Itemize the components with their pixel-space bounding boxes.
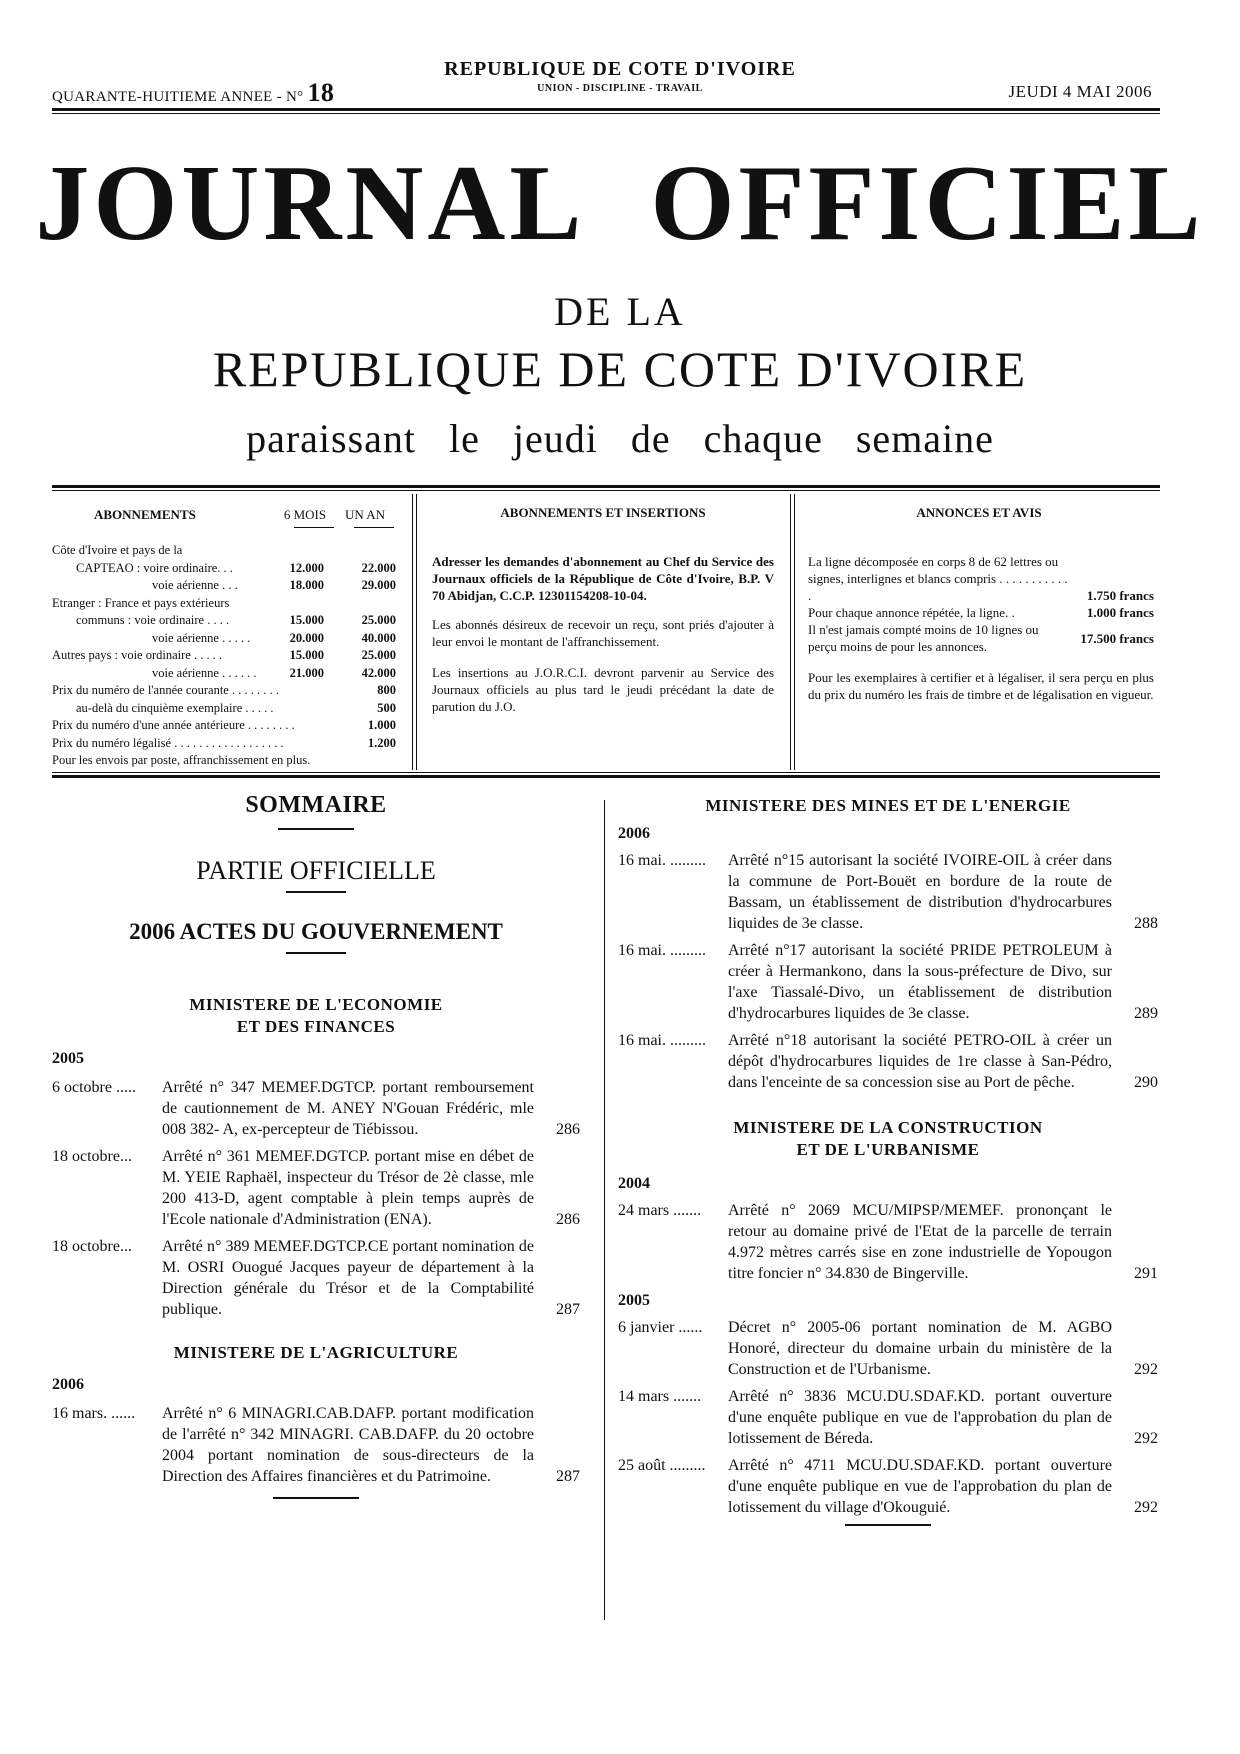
rate-label: Autres pays : voie ordinaire . . . . . (52, 648, 223, 662)
rate-un-an: 500 (377, 700, 396, 715)
ministry-construction-line2: ET DE L'URBANISME (796, 1140, 980, 1159)
rate-row (52, 665, 396, 683)
entry-text: Arrêté n°18 autorisant la société PETRO-OIL à créer un dépôt d'hydrocarbures liquides de 1re classe à San-Pédro, dans l'enceinte de sa concession sise au Port de pêche. (728, 1032, 1112, 1091)
header-rule-thin (52, 113, 1160, 114)
box-top-rule (52, 485, 1160, 488)
rate-un-an: 42.000 (361, 665, 396, 680)
rates-table (52, 528, 404, 770)
announce-rate-2 (808, 604, 1154, 621)
rate-6-mois: 20.000 (289, 630, 324, 645)
rate-row (52, 577, 396, 595)
country-name: REPUBLIQUE DE COTE D'IVOIRE (444, 58, 796, 80)
summary-entry (52, 1403, 580, 1487)
ministry-agriculture: MINISTERE DE L'AGRICULTURE (173, 1343, 459, 1362)
rate-6-mois (274, 700, 330, 718)
entry-page: 292 (1134, 1499, 1158, 1516)
rate-un-an: 29.000 (361, 578, 396, 592)
subscriptions-box (52, 494, 404, 770)
rate-un-an: 1.200 (367, 735, 396, 750)
separator (278, 828, 354, 830)
entry-date: 6 janvier ...... (618, 1319, 703, 1336)
announcements-heading: ANNONCES ET AVIS (916, 505, 1042, 520)
rate-6-mois: 12.000 (289, 560, 324, 575)
rate-label: Prix du numéro d'une année antérieure . . . . . . . . (52, 718, 295, 732)
entry-page: 286 (556, 1121, 580, 1138)
box-top-rule-thin (52, 490, 1160, 491)
ministry-construction-line1: MINISTERE DE LA CONSTRUCTION (733, 1118, 1043, 1137)
rate-label: Etranger : France et pays extérieurs (52, 595, 230, 610)
entry-text: Décret n° 2005-06 portant nomination de M. AGBO Honoré, directeur du domaine urbain du ministère de la Construction et de l'Urbanisme. (728, 1319, 1112, 1378)
rate-label: communs : voie ordinaire . . . . (76, 613, 230, 627)
rate-label: Pour les envois par poste, affranchissement en plus. (52, 753, 311, 767)
insertions-heading: ABONNEMENTS ET INSERTIONS (500, 505, 706, 520)
insertions-p2: Les abonnés désireux de recevoir un reçu, sont priés d'ajouter à leur envoi le montant de l'affranchissement. (432, 617, 774, 649)
summary-entry (52, 1236, 580, 1320)
summary-entry (618, 1030, 1158, 1093)
masthead-republic: REPUBLIQUE DE COTE D'IVOIRE (212, 341, 1028, 397)
year-label: 2004 (618, 1175, 650, 1192)
entry-date: 18 octobre... (52, 1148, 132, 1165)
subscriptions-head (52, 494, 404, 523)
announce-rate-3-value: 17.500 francs (1080, 630, 1154, 646)
col-un-an: UN AN (344, 507, 386, 522)
rate-6-mois (284, 735, 335, 753)
entry-date: 16 mars. ...... (52, 1405, 136, 1422)
year-label: 2005 (52, 1050, 84, 1067)
separator (286, 952, 346, 954)
rate-6-mois: 18.000 (289, 578, 324, 592)
rate-row (52, 595, 396, 613)
rate-un-an: 40.000 (361, 630, 396, 645)
announce-note: Pour les exemplaires à certifier et à légaliser, il sera perçu en plus du prix du numéro les frais de timbre et de légalisation en vigueur. (808, 670, 1154, 702)
rate-un-an: 22.000 (361, 560, 396, 575)
rate-label: voie aérienne . . . . . (152, 630, 251, 645)
entry-text: Arrêté n° 361 MEMEF.DGTCP. portant mise en débet de M. YEIE Raphaël, inspecteur du Trésor de 2è classe, mle 200 413-D, agent comptable à plein temps auprès de l'Ecole nationale d'Administration (ENA). (162, 1148, 534, 1228)
insertions-box (420, 494, 786, 770)
rate-label: Prix du numéro légalisé . . . . . . . . . . . . . . . . . . (52, 735, 284, 750)
entry-page: 292 (1134, 1430, 1158, 1447)
rate-un-an (324, 542, 396, 560)
rate-6-mois (279, 682, 332, 700)
entry-page: 286 (556, 1211, 580, 1228)
rate-6-mois: 15.000 (289, 613, 324, 627)
entry-date: 16 mai. ......... (618, 1032, 706, 1049)
summary-entry (52, 1077, 580, 1140)
rate-un-an: 800 (377, 683, 396, 697)
rate-6-mois: 21.000 (289, 665, 324, 680)
column-divider (604, 800, 605, 1620)
announcements-rates (798, 521, 1160, 703)
announce-rate-1-label: La ligne décomposée en corps 8 de 62 lettres ou signes, interlignes et blancs compris . . . . . . . . . . . . (808, 554, 1068, 603)
entry-page: 289 (1134, 1005, 1158, 1022)
rate-6-mois (295, 717, 341, 735)
ministry-mines-entries (618, 850, 1158, 1093)
rate-6-mois (264, 542, 324, 560)
separator (273, 1497, 359, 1499)
entry-text: Arrêté n°15 autorisant la société IVOIRE-OIL à créer dans la commune de Port-Bouët en bordure de la route de Bassam, un établissement de distribution d'hydrocarbures liquides de 3e classe. (728, 852, 1112, 932)
rate-row (52, 700, 396, 718)
rate-un-an (349, 752, 396, 770)
insertions-p3: Les insertions au J.O.R.C.I. devront parvenir au Service des Journaux officiels au plus tard le jeudi précédant la date de parution du J.O. (432, 665, 774, 714)
entry-page: 288 (1134, 915, 1158, 932)
summary-entry (52, 1146, 580, 1230)
entry-page: 292 (1134, 1361, 1158, 1378)
actes-heading: 2006 ACTES DU GOUVERNEMENT (129, 919, 503, 944)
rate-un-an (324, 595, 396, 613)
rate-label: CAPTEAO : voire ordinaire. . . (76, 560, 233, 575)
entry-date: 16 mai. ......... (618, 852, 706, 869)
insertions-p1: Adresser les demandes d'abonnement au Chef du Service des Journaux officiels de la République de Côte d'Ivoire, B.P. V 70 Abidjan, C.C.P. 12301154208-10-04. (432, 554, 774, 603)
ministry-economy-entries (52, 1077, 580, 1320)
rate-label: Prix du numéro de l'année courante . . . . . . . . (52, 683, 279, 697)
rate-row (52, 717, 396, 735)
rate-6-mois: 15.000 (289, 648, 324, 662)
summary-entry (618, 1200, 1158, 1284)
announce-rate-1-value: 1.750 francs (1086, 588, 1154, 603)
rate-6-mois (310, 752, 349, 770)
entry-text: Arrêté n° 4711 MCU.DU.SDAF.KD. portant ouverture d'une enquête publique en vue de l'approbation du plan de lotissement du village d'Okouguié. (728, 1457, 1112, 1516)
announce-rate-2-label: Pour chaque annonce répétée, la ligne. . (808, 605, 1015, 620)
entry-date: 18 octobre... (52, 1238, 132, 1255)
motto: UNION - DISCIPLINE - TRAVAIL (537, 83, 703, 94)
rate-label: voie aérienne . . . (152, 578, 238, 592)
ministry-construction-entries-2004 (618, 1200, 1158, 1284)
col-6-mois: 6 MOIS (283, 507, 327, 522)
box-bottom-rule (52, 772, 1160, 773)
issue-number: 18 (307, 78, 335, 107)
rate-label: voie aérienne . . . . . . (152, 665, 257, 680)
rate-row (52, 752, 396, 770)
summary-right-column (618, 795, 1158, 1530)
entry-text: Arrêté n° 347 MEMEF.DGTCP. portant remboursement de cautionnement de M. ANEY N'Gouan Frédéric, mle 008 382- A, ex-percepteur de Tiébissou. (162, 1079, 534, 1138)
ministry-mines: MINISTERE DES MINES ET DE L'ENERGIE (705, 796, 1071, 815)
edition-label: QUARANTE-HUITIEME ANNEE - N° (52, 89, 304, 105)
summary-entry (618, 940, 1158, 1024)
entry-page: 290 (1134, 1074, 1158, 1091)
divider (416, 494, 417, 770)
ministry-agriculture-entries (52, 1403, 580, 1487)
rate-label: Côte d'Ivoire et pays de la (52, 543, 183, 557)
separator (286, 891, 346, 893)
year-label: 2006 (618, 825, 650, 842)
summary-entry (618, 1386, 1158, 1449)
announce-rate-3 (808, 621, 1154, 655)
announce-rate-2-value: 1.000 francs (1086, 605, 1154, 620)
rate-row (52, 542, 396, 560)
announcements-box (798, 494, 1160, 770)
divider (794, 494, 795, 770)
rate-row (52, 682, 396, 700)
rate-row (52, 735, 396, 753)
announce-rate-1 (808, 553, 1154, 604)
entry-page: 291 (1134, 1265, 1158, 1282)
summary-entry (618, 1455, 1158, 1518)
rate-un-an: 25.000 (361, 648, 396, 662)
rate-un-an: 1.000 (367, 718, 396, 732)
box-bottom-rule-thick (52, 775, 1160, 778)
masthead-de-la: DE LA (554, 289, 686, 334)
divider (412, 494, 413, 770)
ministry-economy-line2: ET DES FINANCES (236, 1017, 396, 1036)
entry-text: Arrêté n° 6 MINAGRI.CAB.DAFP. portant modification de l'arrêté n° 342 MINAGRI. CAB.DAFP. du 20 octobre 2004 portant nomination de sous-directeurs de la Direction des Affaires financières et du Patrimoine. (162, 1405, 534, 1485)
entry-text: Arrêté n° 389 MEMEF.DGTCP.CE portant nomination de M. OSRI Ouogué Jacques payeur de département à la Direction générale du Trésor et de la Comptabilité publique. (162, 1238, 534, 1318)
rate-un-an: 25.000 (361, 613, 396, 627)
entry-text: Arrêté n° 3836 MCU.DU.SDAF.KD. portant ouverture d'une enquête publique en vue de l'approbation du plan de lotissement de Béreda. (728, 1388, 1112, 1447)
masthead-frequency: paraissant le jeudi de chaque semaine (246, 416, 994, 461)
journal-title: JOURNAL OFFICIEL (35, 144, 1205, 263)
header-rule (52, 108, 1160, 111)
divider (790, 494, 791, 770)
rate-label: au-delà du cinquième exemplaire . . . . . (76, 700, 274, 715)
entry-text: Arrêté n° 2069 MCU/MIPSP/MEMEF. prononçant le retour au domaine privé de l'Etat de la parcelle de terrain 4.972 mètres carrés sise en zone industrielle de Yopougon titre foncier n° 34.830 de Bingerville. (728, 1202, 1112, 1282)
entry-date: 6 octobre ..... (52, 1079, 136, 1096)
entry-page: 287 (556, 1468, 580, 1485)
year-label: 2006 (52, 1376, 84, 1393)
ministry-economy-line1: MINISTERE DE L'ECONOMIE (189, 995, 443, 1014)
announce-rate-3-label: Il n'est jamais compté moins de 10 lignes ou perçu moins de pour les annonces. (808, 622, 1039, 654)
ministry-construction-entries-2005 (618, 1317, 1158, 1518)
rate-row (52, 560, 396, 578)
entry-text: Arrêté n°17 autorisant la société PRIDE PETROLEUM à créer à Hermankono, dans la sous-préfecture de Divo, sur l'axe Tiassalé-Divo, un établissement de distribution d'hydrocarbures liquides de 3e classe. (728, 942, 1112, 1022)
summary-entry (618, 850, 1158, 934)
rate-row (52, 612, 396, 630)
separator (845, 1524, 931, 1526)
summary-left-column (52, 792, 580, 1503)
rate-6-mois (264, 595, 324, 613)
insertions-address (420, 521, 786, 715)
sommaire-heading: SOMMAIRE (245, 792, 387, 818)
entry-page: 287 (556, 1301, 580, 1318)
year-label: 2005 (618, 1292, 650, 1309)
entry-date: 16 mai. ......... (618, 942, 706, 959)
rate-row (52, 647, 396, 665)
issue-date: JEUDI 4 MAI 2006 (1008, 82, 1152, 101)
rate-row (52, 630, 396, 648)
partie-officielle: PARTIE OFFICIELLE (196, 856, 436, 885)
entry-date: 14 mars ....... (618, 1388, 702, 1405)
subscriptions-heading: ABONNEMENTS (94, 507, 196, 522)
entry-date: 25 août ......... (618, 1457, 706, 1474)
summary-entry (618, 1317, 1158, 1380)
entry-date: 24 mars ....... (618, 1202, 702, 1219)
